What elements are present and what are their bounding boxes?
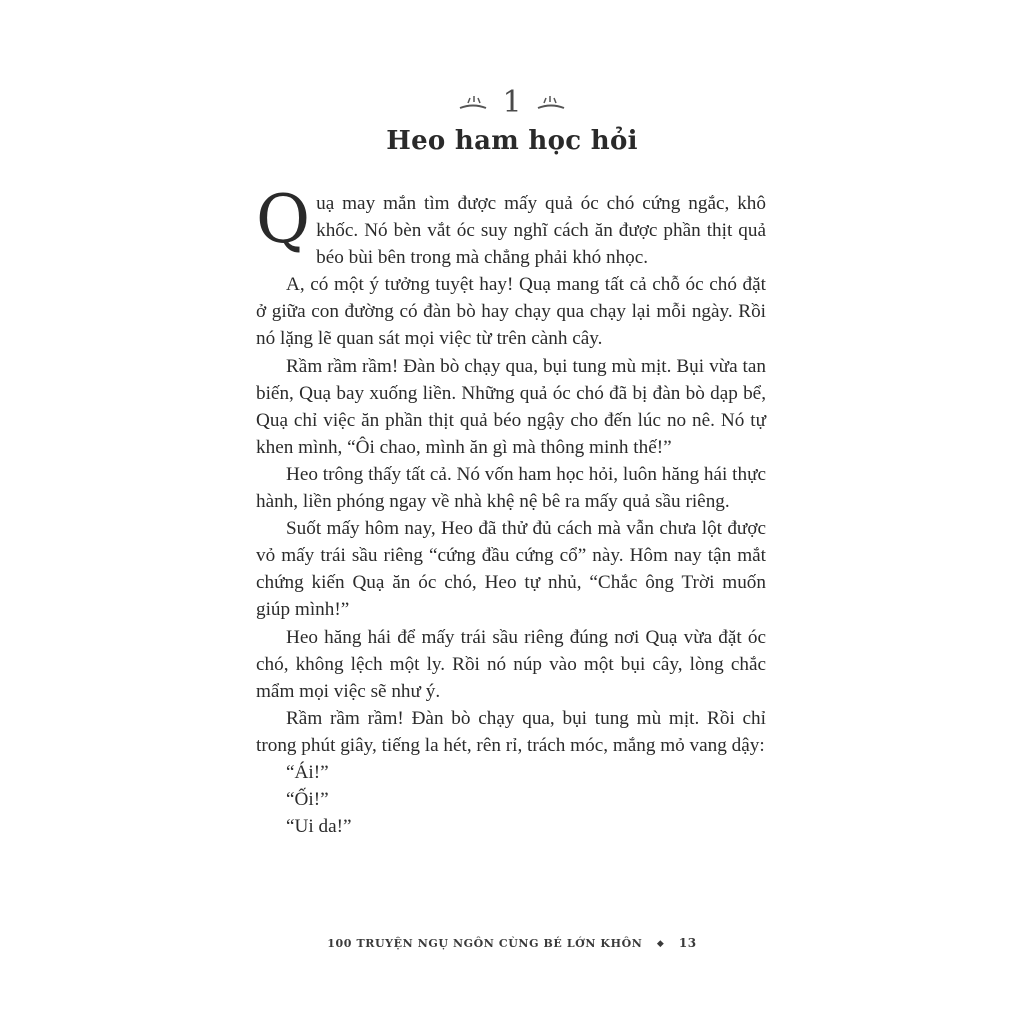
paragraph: Heo hăng hái để mấy trái sầu riêng đúng nơi Quạ vừa đặt óc chó, không lệch một ly. Rồi nó núp vào một bụi cây, lòng chắc mẩm mọi việc sẽ như ý. bbox=[256, 626, 766, 702]
paragraph: Heo trông thấy tất cả. Nó vốn ham học hỏi, luôn hăng hái thực hành, liền phóng ngay về nhà khệ nệ bê ra mấy quả sầu riêng. bbox=[256, 463, 766, 513]
paragraph: Rầm rầm rầm! Đàn bò chạy qua, bụi tung mù mịt. Rồi chỉ trong phút giây, tiếng la hét, rên rỉ, trách móc, mắng mỏ vang dậy: bbox=[256, 707, 766, 756]
page-footer bbox=[0, 936, 1024, 950]
paragraph: Rầm rầm rầm! Đàn bò chạy qua, bụi tung mù mịt. Bụi vừa tan biến, Quạ bay xuống liền. Những quả óc chó đã bị đàn bò dạp bể, Quạ chỉ việc ăn phần thịt quả béo ngậy cho đến lúc no nê. Nó tự khen mình, “Ôi chao, mình ăn gì mà thông minh thế!” bbox=[256, 355, 766, 458]
chapter-heading bbox=[0, 86, 1024, 156]
left-flourish-icon bbox=[458, 93, 488, 113]
chapter-number-row bbox=[0, 86, 1024, 120]
right-flourish-icon bbox=[536, 93, 566, 113]
chapter-number: 1 bbox=[502, 85, 522, 120]
dialogue-line: “Ui da!” bbox=[286, 816, 352, 838]
running-book-title: 100 TRUYỆN NGỤ NGÔN CÙNG BÉ LỚN KHÔN bbox=[327, 937, 643, 950]
drop-cap: Q bbox=[256, 181, 311, 258]
dialogue-line: “Ái!” bbox=[286, 761, 329, 783]
footer-separator: ◆ bbox=[656, 939, 665, 949]
paragraph: Suốt mấy hôm nay, Heo đã thử đủ cách mà vẫn chưa lột được vỏ mấy trái sầu riêng “cứng đầu cứng cổ” này. Hôm nay tận mắt chứng kiến Quạ ăn óc chó, Heo tự nhủ, “Chắc ông Trời muốn giúp mình!” bbox=[256, 518, 766, 621]
dialogue-line: “Ối!” bbox=[286, 789, 329, 811]
paragraph: A, có một ý tưởng tuyệt hay! Quạ mang tất cả chỗ óc chó đặt ở giữa con đường có đàn bò hay chạy qua chạy lại mỗi ngày. Rồi nó lặng lẽ quan sát mọi việc từ trên cành cây. bbox=[256, 274, 766, 350]
story-text bbox=[256, 181, 766, 840]
page-number: 13 bbox=[678, 936, 697, 950]
paragraph-1 bbox=[256, 181, 766, 271]
chapter-title: Heo ham học hỏi bbox=[386, 126, 638, 156]
paragraph-1-text: uạ may mắn tìm được mấy quả óc chó cứng ngắc, khô khốc. Nó bèn vắt óc suy nghĩ cách ăn được phần thịt quả béo bùi bên trong mà chẳng phải khó nhọc. bbox=[316, 193, 766, 269]
